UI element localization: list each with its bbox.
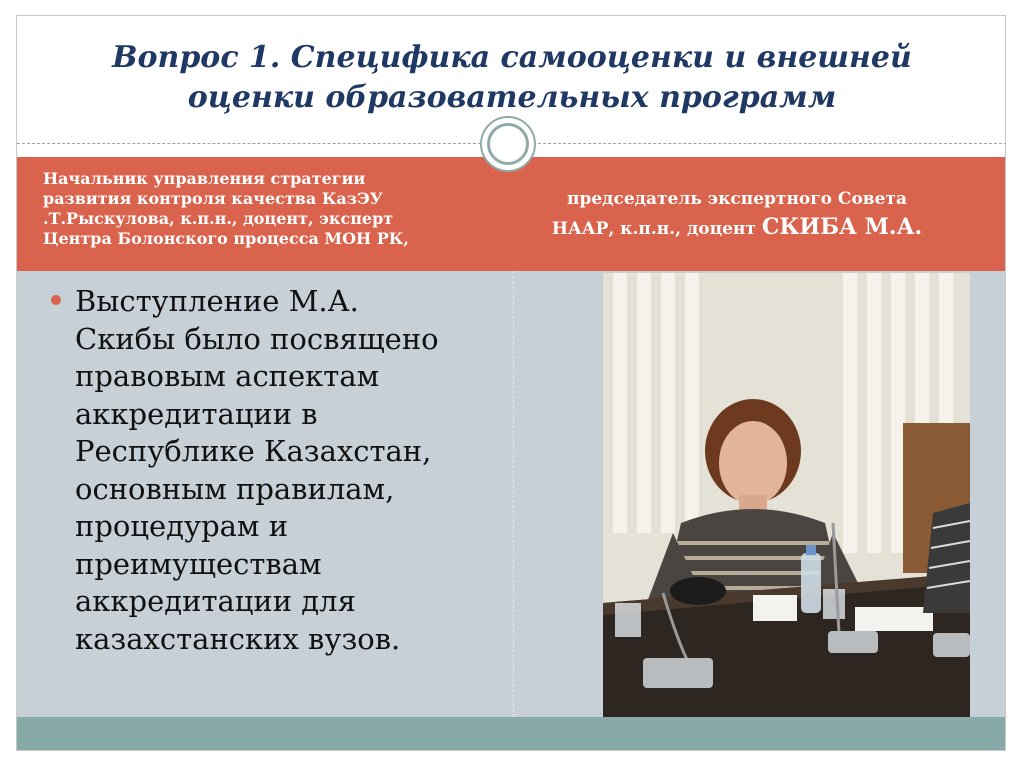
speaker-name: СКИБА М.А. bbox=[761, 214, 923, 240]
title-line-2: оценки образовательных программ bbox=[187, 80, 837, 115]
speaker-title-line-2 bbox=[487, 213, 987, 243]
content-area bbox=[17, 271, 1006, 717]
decorative-ring-icon bbox=[480, 116, 536, 172]
bullet-line-5: Республике Казахстан, bbox=[75, 434, 432, 468]
title-line-1: Вопрос 1. Специфика самооценки и внешней bbox=[112, 40, 912, 75]
column-divider bbox=[513, 271, 514, 717]
bullet-line-4: аккредитации в bbox=[75, 396, 318, 431]
speaker-title bbox=[487, 185, 987, 243]
speaker-position-line-3: .Т.Рыскулова, к.п.н., доцент, эксперт bbox=[43, 209, 394, 228]
bullet-icon bbox=[51, 295, 61, 305]
bullet-line-3: правовым аспектам bbox=[75, 359, 380, 393]
speaker-position-line-1: Начальник управления стратегии bbox=[43, 169, 366, 188]
speaker-banner bbox=[17, 157, 1006, 271]
speaker-position-line-4: Центра Болонского процесса МОН РК, bbox=[43, 229, 409, 248]
decorative-ring-inner bbox=[487, 123, 529, 165]
speaker-title-prefix: НААР, к.п.н., доцент bbox=[551, 219, 762, 239]
speaker-photo bbox=[603, 273, 970, 719]
slide-title bbox=[17, 38, 1006, 118]
bullet-text bbox=[75, 283, 495, 658]
bullet-line-1: Выступление М.А. bbox=[75, 284, 359, 318]
speaker-position-line-2: развития контроля качества КазЭУ bbox=[43, 189, 383, 208]
bullet-line-6: основным правилам, bbox=[75, 471, 395, 506]
bullet-line-8: преимуществам bbox=[75, 546, 322, 581]
speaker-photo-illustration bbox=[603, 273, 970, 719]
bullet-line-2: Скибы было посвящено bbox=[75, 321, 439, 356]
bullet-line-7: процедурам и bbox=[75, 509, 289, 543]
footer-band bbox=[17, 717, 1006, 751]
bullet-line-10: казахстанских вузов. bbox=[75, 621, 401, 656]
speaker-position bbox=[43, 169, 513, 249]
bullet-line-9: аккредитации для bbox=[75, 584, 356, 618]
speaker-title-line-1: председатель экспертного Совета bbox=[567, 189, 907, 209]
slide bbox=[16, 15, 1006, 751]
